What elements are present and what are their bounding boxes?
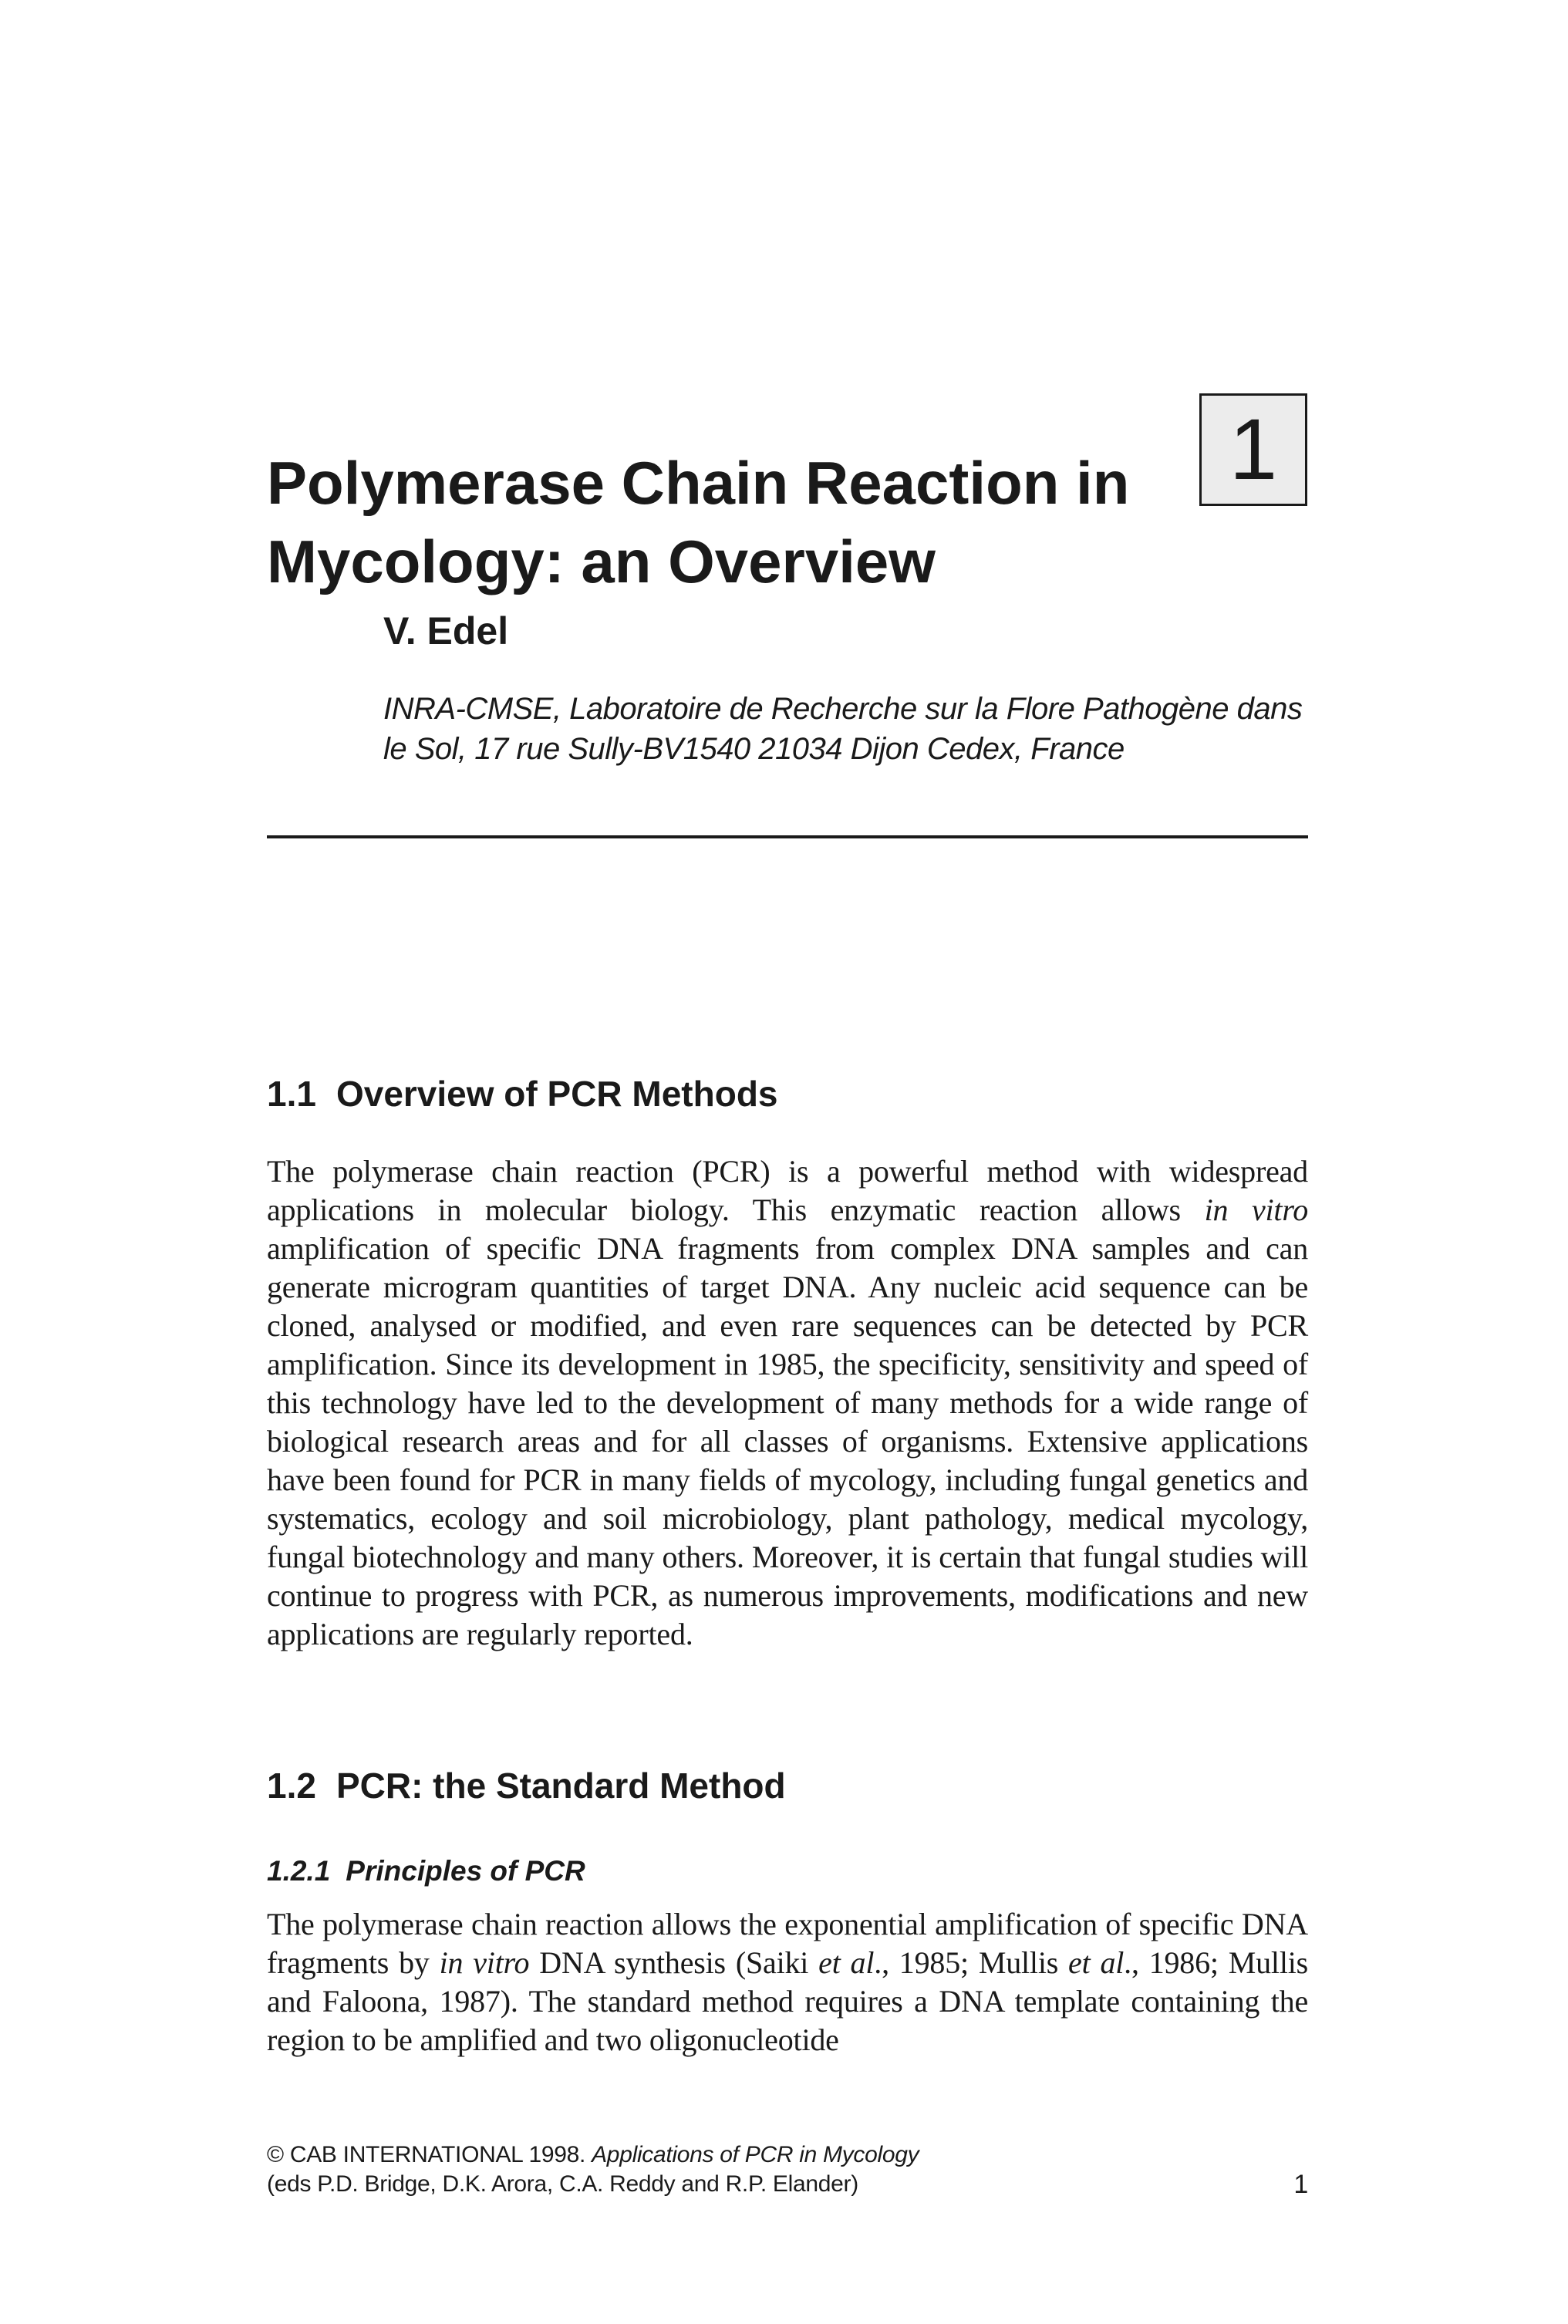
body-paragraph-1-1 xyxy=(267,1152,1308,1654)
section-heading-1-1 xyxy=(267,1071,778,1117)
paragraph-text: ., 1985; Mullis xyxy=(874,1945,1069,1980)
section-title: Overview of PCR Methods xyxy=(336,1074,778,1114)
title-divider-rule xyxy=(267,835,1308,838)
paragraph-italic-text: in vitro xyxy=(1204,1192,1309,1227)
paragraph-italic-text: et al xyxy=(818,1945,875,1980)
paragraph-text: ., 1986; Mullis and Faloona, 1987). The standard method requires a DNA template containing the region to be amplified and two oligonucleotide xyxy=(267,1945,1309,2057)
section-title: PCR: the Standard Method xyxy=(336,1766,786,1806)
paragraph-text: The polymerase chain reaction allows the exponential amplification of specific DNA fragments by xyxy=(267,1907,1308,1980)
chapter-title xyxy=(267,444,1192,601)
subsection-heading-1-2-1 xyxy=(267,1851,585,1891)
subsection-title: Principles of PCR xyxy=(346,1855,585,1887)
section-number: 1.1 xyxy=(267,1074,316,1114)
chapter-title-line-2: Mycology: an Overview xyxy=(267,528,936,595)
chapter-title-line-1: Polymerase Chain Reaction in xyxy=(267,449,1130,517)
affiliation-line-1: INRA-CMSE, Laboratoire de Recherche sur la Flore Pathogène dans xyxy=(383,692,1303,726)
paragraph-text: amplification of specific DNA fragments from complex DNA samples and can generate microgram quantities of target DNA. Any nucleic acid sequence can be cloned, analysed or modified, and even rare sequences can be detected by PCR amplification. Since its development in 1985, the specificity, sensitivity and speed of this technology have led to the development of many methods for a wide range of biological research areas and for all classes of organisms. Extensive applications have been found for PCR in many fields of mycology, including fungal genetics and systematics, ecology and soil microbiology, plant pathology, medical mycology, fungal biotechnology and many others. Moreover, it is certain that fungal studies will continue to progress with PCR, as numerous improvements, modifications and new applications are regularly reported. xyxy=(267,1231,1308,1651)
paragraph-italic-text: et al xyxy=(1068,1945,1125,1980)
section-number: 1.2 xyxy=(267,1766,316,1806)
paragraph-text: DNA synthesis (Saiki xyxy=(529,1945,819,1980)
copyright-text: © CAB INTERNATIONAL 1998. xyxy=(267,2142,592,2167)
chapter-number: 1 xyxy=(1229,401,1278,498)
book-title: Applications of PCR in Mycology xyxy=(592,2142,919,2167)
paragraph-text: The polymerase chain reaction (PCR) is a powerful method with widespread applications in molecular biology. This enzymatic reaction allows xyxy=(267,1154,1308,1227)
paragraph-italic-text: in vitro xyxy=(439,1945,530,1980)
chapter-number-box xyxy=(1199,393,1307,506)
body-paragraph-1-2-1 xyxy=(267,1905,1308,2059)
copyright-line xyxy=(267,2140,1308,2170)
affiliation-line-2: le Sol, 17 rue Sully-BV1540 21034 Dijon Cedex, France xyxy=(383,732,1125,766)
editors-line: (eds P.D. Bridge, D.K. Arora, C.A. Reddy and R.P. Elander) xyxy=(267,2171,858,2197)
author-name: V. Edel xyxy=(383,609,509,653)
author-affiliation xyxy=(383,689,1324,769)
page-footer xyxy=(267,2140,1308,2199)
page-number: 1 xyxy=(1293,2170,1308,2199)
section-heading-1-2 xyxy=(267,1762,786,1809)
subsection-number: 1.2.1 xyxy=(267,1855,331,1887)
